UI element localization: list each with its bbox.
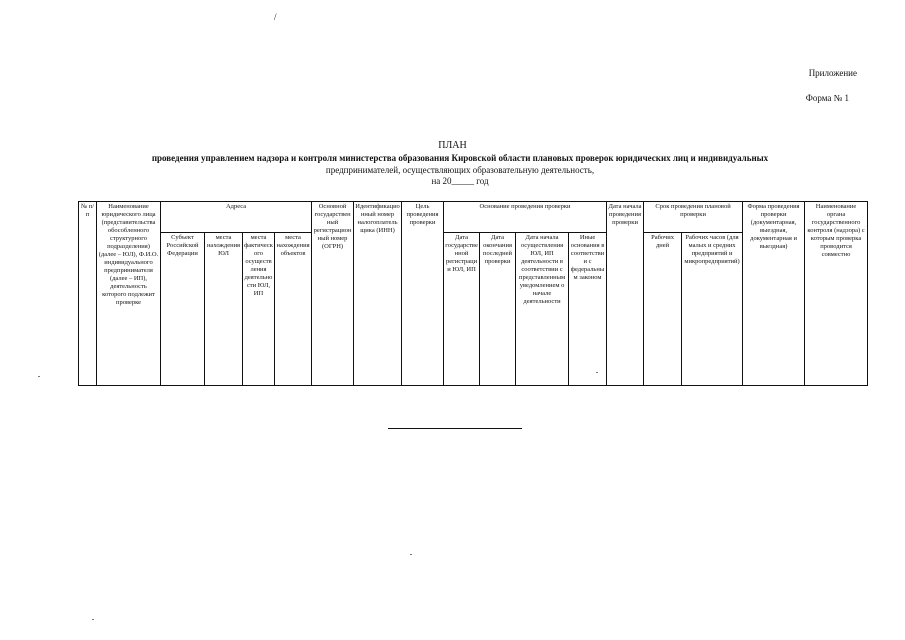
header-basis-other: Иные основания в соответствии с федеральным законом xyxy=(569,233,607,386)
signature-line xyxy=(388,428,522,429)
header-address-subject: Субъект Российской Федерации xyxy=(161,233,205,386)
header-purpose: Цель проведения проверки xyxy=(402,202,444,386)
header-basis: Основание проведения проверки xyxy=(444,202,607,233)
scan-speck xyxy=(410,554,412,555)
header-basis-start-activity: Дата начала осуществления ЮЛ, ИП деятельности в соответствии с представленным уведомлением о начале деятельности xyxy=(516,233,569,386)
scan-speck xyxy=(92,619,94,620)
document-subtitle xyxy=(110,153,810,188)
page-title: ПЛАН xyxy=(438,140,467,151)
header-basis-last-check: Дата окончания последней проверки xyxy=(480,233,516,386)
header-address-objects: места нахождения объектов xyxy=(275,233,312,386)
header-term-hours: Рабочих часов (для малых и средних предприятий и микропредприятий) xyxy=(682,233,743,386)
header-ogrn: Основной государственный регистрационный номер (ОГРН) xyxy=(312,202,354,386)
header-joint-authority: Наименование органа государственного контроля (надзора) с которым проверка проводится совместно xyxy=(805,202,868,386)
subtitle-line-2: предпринимателей, осуществляющих образовательную деятельность, xyxy=(325,164,595,175)
header-address-actual: места фактического осуществления деятельности ЮЛ, ИП xyxy=(243,233,275,386)
form-number-label: Форма № 1 xyxy=(805,93,849,103)
appendix-label: Приложение xyxy=(808,68,857,78)
header-term: Срок проведения плановой проверки xyxy=(644,202,743,233)
header-number: № п/п xyxy=(79,202,97,386)
subtitle-line-3: на 20_____ год xyxy=(431,176,489,186)
plan-table xyxy=(78,201,868,386)
scan-speck xyxy=(596,372,598,373)
header-address-location: места нахождения ЮЛ xyxy=(205,233,243,386)
scan-speck xyxy=(38,376,40,377)
subtitle-line-1: проведения управлением надзора и контроля министерства образования Кировской области плановых проверок юридических лиц и индивидуальных xyxy=(151,153,769,163)
header-basis-registration: Дата государственной регистрации ЮЛ, ИП xyxy=(444,233,480,386)
header-form: Форма проведения проверки (документарная, выездная, документарная и выездная) xyxy=(743,202,805,386)
header-inn: Идентификационный номер налогоплательщика (ИНН) xyxy=(354,202,402,386)
header-addresses: Адреса xyxy=(161,202,312,233)
header-name: Наименование юридического лица (представительства обособленного структурного подразделения) (далее – ЮЛ), Ф.И.О. индивидуального предпринимателя (далее – ИП), деятельность которого подлежит проверке xyxy=(97,202,161,386)
header-start-date: Дата начала проведения проверки xyxy=(607,202,644,386)
tick-mark: / xyxy=(274,12,277,22)
header-term-days: Рабочих дней xyxy=(644,233,682,386)
